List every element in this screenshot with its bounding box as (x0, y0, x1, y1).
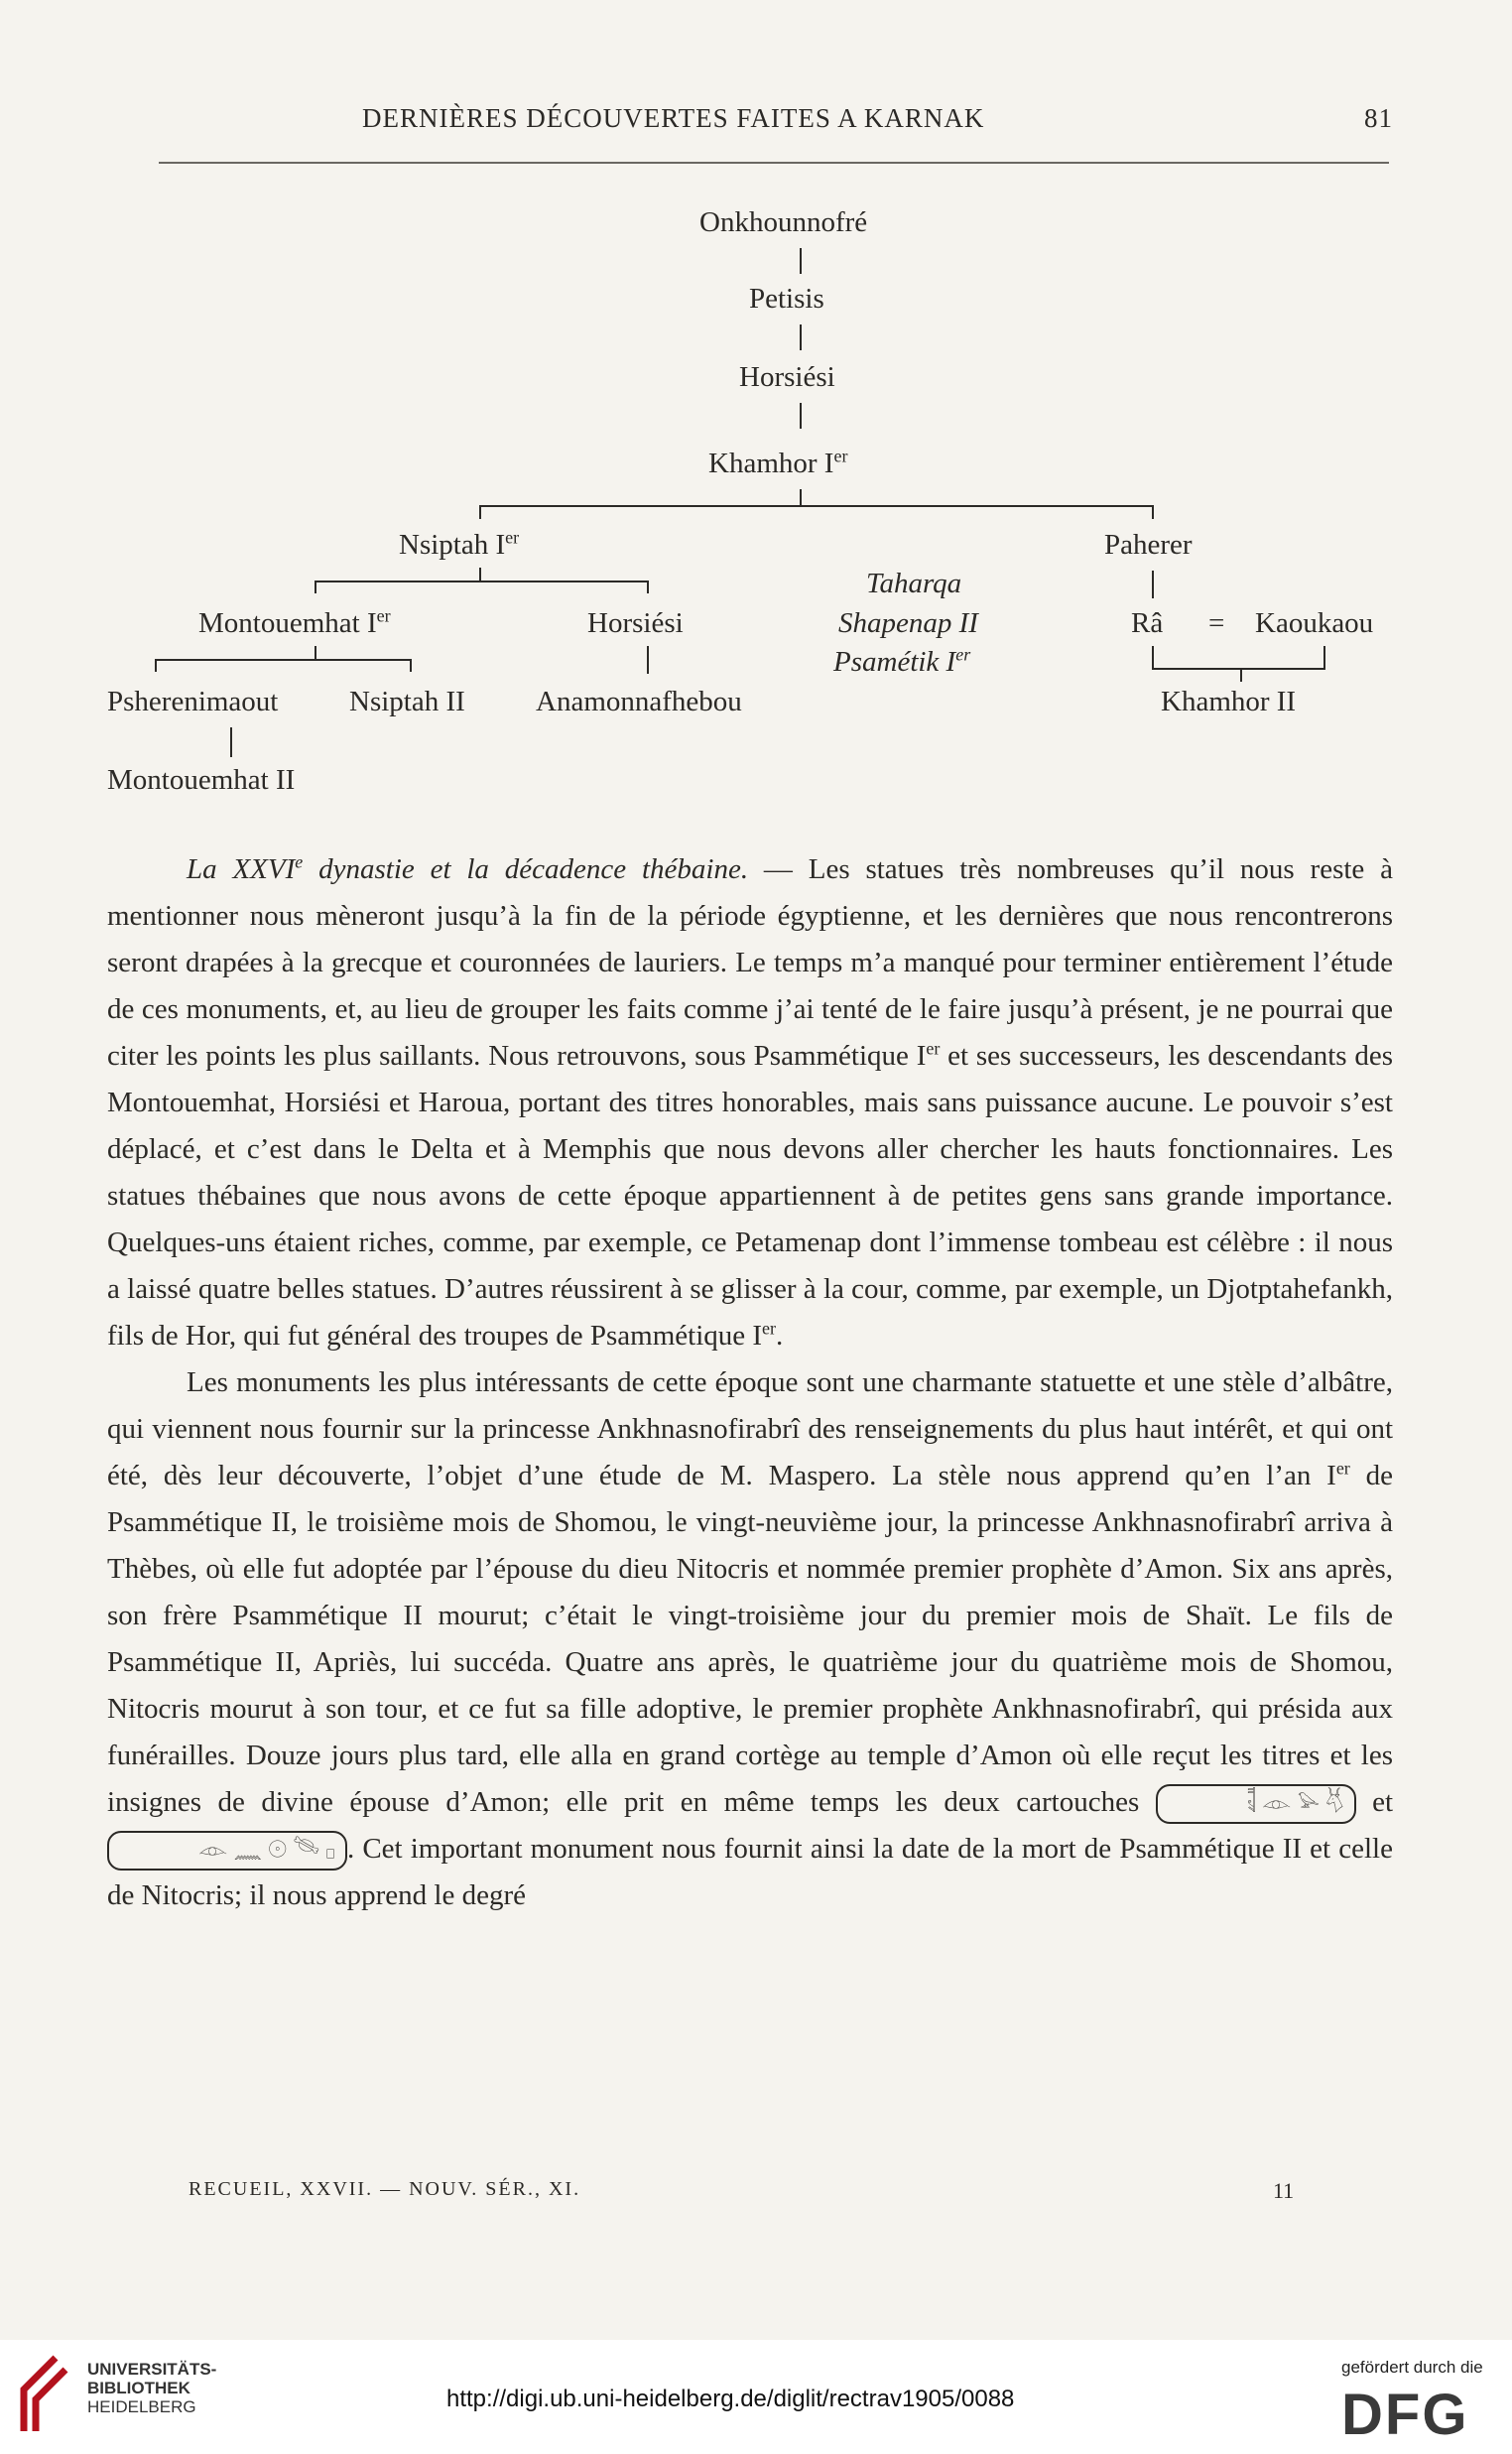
node-montouemhat-2: Montouemhat II (107, 764, 296, 796)
tree-connector (800, 248, 802, 274)
paragraph-1: La XXVIe dynastie et la décadence thébaine. — Les statues très nombreuses qu’il nous reste à mentionner nous mèneront jusqu’à la fin de la période égyptienne, et les dernières que nous rencontrerons seront drapées à la grecque et couronnées de lauriers. Le temps m’a manqué pour terminer entièrement l’étude de ces monuments, et, au lieu de grouper les faits comme j’ai tenté de le faire jusqu’à présent, je ne pourrai que citer les points les plus saillants. Nous retrouvons, sous Psammétique Ier et ses successeurs, les descendants des Montouemhat, Horsiési et Haroua, portant des titres honorables, mais sans puissance aucune. Le pouvoir s’est déplacé, et c’est dans le Delta et à Memphis que nous devons aller chercher les hauts fonctionnaires. Les statues thébaines que nous avons de cette époque appartiennent à de petites gens sans grande importance. Quelques-uns étaient riches, comme, par exemple, ce Petamenap dont l’immense tombeau est célèbre : il nous a laissé quatre belles statues. D’autres réussirent à se glisser à la cour, comme, par exemple, un Djotptahefankh, fils de Hor, qui fut général des troupes de Psammétique Ier. (107, 851, 1393, 1352)
header-title: DERNIÈRES DÉCOUVERTES FAITES A KARNAK (362, 103, 985, 133)
tree-branch-line (155, 659, 412, 661)
node-ra: Râ (1131, 607, 1164, 639)
genealogy-tree (0, 0, 1512, 794)
cartouche-1-icon: 𓌟 𓁹 𓅫 𓄃 (1156, 1784, 1356, 1824)
node-khamhor-2: Khamhor II (1161, 686, 1297, 717)
node-paherer: Paherer (1104, 529, 1193, 561)
sponsor-label: gefördert durch die (1341, 2358, 1483, 2377)
permalink-url[interactable]: http://digi.ub.uni-heidelberg.de/diglit/rectrav1905/0088 (446, 2386, 1015, 2412)
node-montouemhat-1: Montouemhat Ier (198, 605, 391, 639)
node-kaoukaou: Kaoukaou (1255, 607, 1374, 639)
node-psametik: Psamétik Ier (833, 644, 971, 678)
library-name[interactable]: UNIVERSITÄTS- BIBLIOTHEK HEIDELBERG (87, 2360, 217, 2416)
node-onkhounnofre: Onkhounnofré (699, 206, 868, 238)
tree-connector (230, 727, 232, 757)
tree-branch-line (479, 505, 1154, 507)
node-psherenimaout: Psherenimaout (107, 686, 279, 717)
paragraph-2: Les monuments les plus intéressants de cette époque sont une charmante statuette et une stèle d’albâtre, qui viennent nous fournir sur la princesse Ankhnasnofirabrî des renseignements du plus haut intérêt, et qui ont été, dès leur découverte, l’objet d’une étude de M. Maspero. La stèle nous apprend qu’en l’an Ier de Psammétique II, le troisième mois de Shomou, le vingt-neuvième jour, la princesse Ankhnasnofirabrî arriva à Thèbes, où elle fut adoptée par l’épouse du dieu Nitocris et nommée premier prophète d’Amon. Six ans après, son frère Psammétique II mourut; c’était le vingt-troisième jour du premier mois de Shaït. Le fils de Psammétique II, Apriès, lui succéda. Quatre ans après, le quatrième jour du quatrième mois de Shomou, Nitocris mourut à son tour, et ce fut sa fille adoptive, le premier prophète Ankhnasnofirabrî, qui présida aux funérailles. Douze jours plus tard, elle alla en grand cortège au temple d’Amon où elle reçut les titres et les insignes de divine épouse d’Amon; elle prit en même temps les deux cartouches 𓌟 𓁹 𓅫 𓄃 et 𓁹 𓈖 𓇳 𓄯 𓊪 . Cet important monument nous fournit ainsi la date de la mort de Psammétique II et celle de Nitocris; il nous apprend le degré (107, 1366, 1393, 1911)
tree-connector (479, 505, 481, 519)
tree-connector (800, 403, 802, 429)
section-heading: La XXVIe dynastie et la décadence thébaine. (187, 851, 749, 885)
footer-sheet-number: 11 (1273, 2178, 1295, 2203)
tree-connector (1240, 668, 1242, 682)
node-nsiptah-1: Nsiptah Ier (399, 527, 520, 561)
cartouche-2-icon: 𓁹 𓈖 𓇳 𓄯 𓊪 (107, 1831, 347, 1871)
tree-branch-line (1152, 668, 1325, 670)
tree-connector (647, 581, 649, 593)
node-horsiesi-1: Horsiési (739, 361, 835, 393)
tree-connector (410, 659, 412, 672)
footer-signature: RECUEIL, XXVII. — NOUV. SÉR., XI. (189, 2178, 581, 2200)
tree-connector (315, 581, 316, 593)
digitization-banner (0, 2340, 1512, 2454)
node-anamonnafhebou: Anamonnafhebou (536, 686, 742, 717)
node-petisis: Petisis (749, 283, 824, 315)
tree-connector (1323, 646, 1325, 669)
tree-connector (1152, 505, 1154, 519)
tree-connector (647, 646, 649, 674)
node-nsiptah-2: Nsiptah II (349, 686, 465, 717)
node-khamhor-1: Khamhor Ier (708, 446, 848, 479)
tree-connector (155, 659, 157, 672)
node-horsiesi-2: Horsiési (587, 607, 684, 639)
tree-connector (1152, 571, 1154, 598)
dfg-logo[interactable]: DFG (1341, 2383, 1469, 2447)
body-text (107, 846, 1393, 1919)
page-number: 81 (1364, 103, 1393, 133)
ub-heidelberg-logo-icon[interactable] (12, 2354, 69, 2435)
tree-connector (479, 568, 481, 581)
marriage-sign: = (1208, 607, 1225, 639)
tree-branch-line (315, 581, 649, 582)
tree-connector (1152, 646, 1154, 669)
tree-connector (800, 324, 802, 350)
node-shapenap: Shapenap II (838, 607, 978, 639)
tree-connector (800, 489, 802, 506)
tree-connector (315, 646, 316, 660)
node-taharqa: Taharqa (866, 568, 962, 599)
